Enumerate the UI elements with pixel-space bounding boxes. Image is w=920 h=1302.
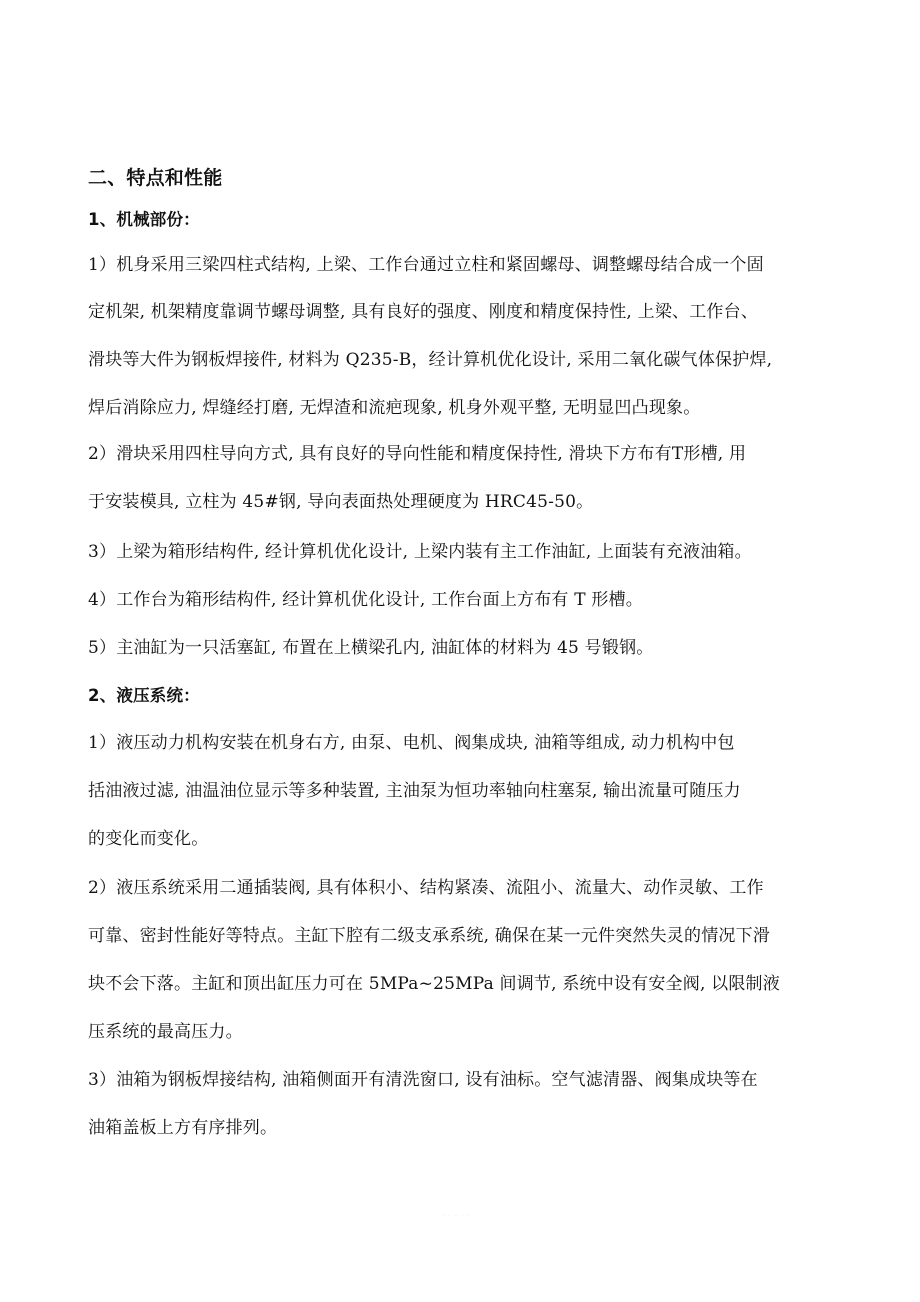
paragraph-line: 可靠、密封性能好等特点。主缸下腔有二级支承系统, 确保在某一元件突然失灵的情况下滑 bbox=[88, 926, 771, 946]
paragraph-line: 于安装模具, 立柱为 45#钢, 导向表面热处理硬度为 HRC45-50。 bbox=[88, 492, 594, 512]
paragraph-line: 2）滑块采用四柱导向方式, 具有良好的导向性能和精度保持性, 滑块下方布有T形槽, 用 bbox=[88, 444, 747, 464]
paragraph-line: 1）机身采用三梁四柱式结构, 上梁、工作台通过立柱和紧固螺母、调整螺母结合成一个固 bbox=[88, 255, 764, 275]
paragraph-line: 的变化而变化。 bbox=[88, 829, 209, 849]
paragraph-line: 1）液压动力机构安装在机身右方, 由泵、电机、阀集成块, 油箱等组成, 动力机构中包 bbox=[88, 733, 735, 753]
paragraph-line: 4）工作台为箱形结构件, 经计算机优化设计, 工作台面上方布有 T 形槽。 bbox=[88, 590, 643, 610]
subsection-title-hydraulic: 2、液压系统： bbox=[88, 686, 200, 705]
section-heading: 二、特点和性能 bbox=[88, 167, 223, 189]
paragraph-line: 焊后消除应力, 焊缝经打磨, 无焊渣和流疤现象, 机身外观平整, 无明显凹凸现象。 bbox=[88, 398, 701, 418]
paragraph-line: 3）上梁为箱形结构件, 经计算机优化设计, 上梁内装有主工作油缸, 上面装有充液油箱。 bbox=[88, 542, 752, 562]
paragraph-line: 3）油箱为钢板焊接结构, 油箱侧面开有清洗窗口, 设有油标。空气滤清器、阀集成块等在 bbox=[88, 1070, 758, 1090]
paragraph-line: 5）主油缸为一只活塞缸, 布置在上横梁孔内, 油缸体的材料为 45 号锻钢。 bbox=[88, 638, 654, 658]
paragraph-line: 定机架, 机架精度靠调节螺母调整, 具有良好的强度、刚度和精度保持性, 上梁、工作台、 bbox=[88, 302, 759, 322]
paragraph-line: 2）液压系统采用二通插装阀, 具有体积小、结构紧凑、流阻小、流量大、动作灵敏、工作 bbox=[88, 878, 764, 898]
footer-mark: · · · · · bbox=[442, 1212, 472, 1220]
paragraph-line: 油箱盖板上方有序排列。 bbox=[88, 1118, 278, 1138]
paragraph-line: 压系统的最高压力。 bbox=[88, 1022, 243, 1042]
paragraph-line: 块不会下落。主缸和顶出缸压力可在 5MPa~25MPa 间调节, 系统中设有安全阀, 以限制液 bbox=[88, 974, 780, 994]
subsection-title-mechanical: 1、机械部份： bbox=[88, 210, 200, 229]
paragraph-line: 括油液过滤, 油温油位显示等多种装置, 主油泵为恒功率轴向柱塞泵, 输出流量可随压力 bbox=[88, 781, 741, 801]
paragraph-line: 滑块等大件为钢板焊接件, 材料为 Q235-B，经计算机优化设计, 采用二氧化碳气体保护焊, bbox=[88, 350, 773, 370]
